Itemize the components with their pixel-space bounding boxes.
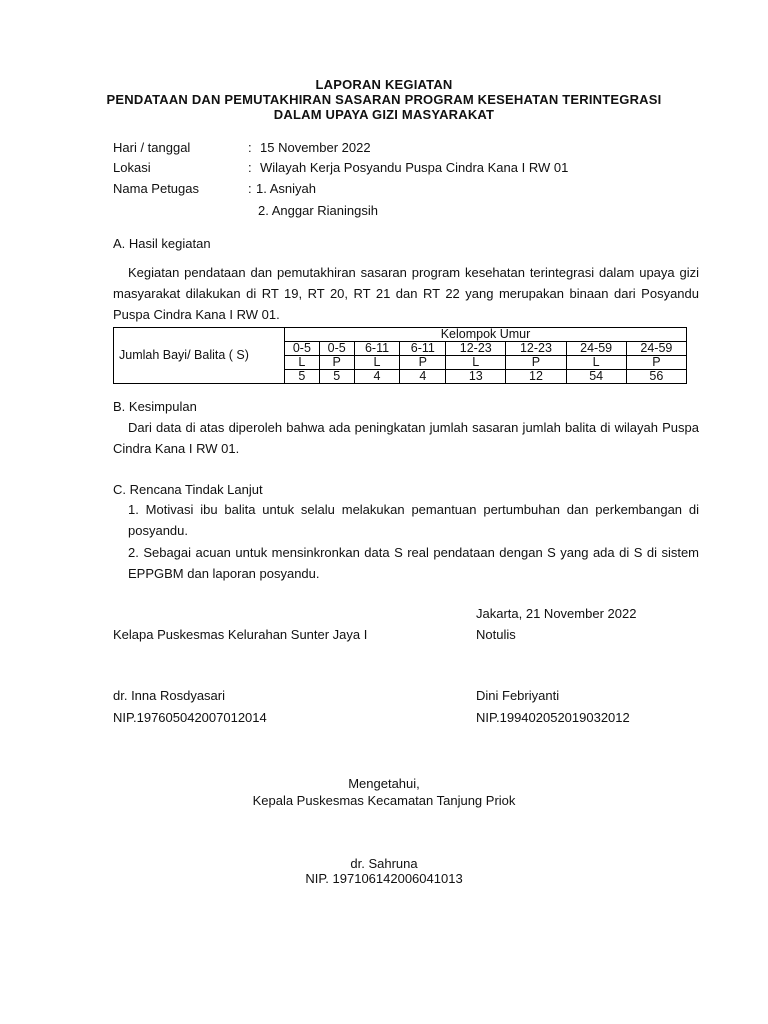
count-cell: 54	[566, 370, 626, 384]
plan-item-1: 1. Motivasi ibu balita untuk selalu melakukan pemantuan pertumbuhan dan perkembangan di posyandu.	[128, 502, 699, 538]
sex-cell: L	[566, 356, 626, 370]
left-signatory-nip: NIP.197605042007012014	[113, 710, 267, 725]
place-date: Jakarta, 21 November 2022	[476, 606, 637, 621]
section-b-paragraph: Dari data di atas diperoleh bahwa ada peningkatan jumlah sasaran jumlah balita di wilayah Puspa Cindra Kana I RW 01.	[113, 420, 699, 456]
head-nip: NIP. 197106142006041013	[305, 871, 463, 886]
sex-cell: P	[626, 356, 686, 370]
right-signatory-name: Dini Febriyanti	[476, 688, 560, 703]
age-cell: 0-5	[319, 342, 354, 356]
section-b-heading: B. Kesimpulan	[113, 399, 197, 414]
right-signatory-title: Notulis	[476, 627, 516, 642]
report-title: LAPORAN KEGIATAN	[315, 77, 453, 92]
sex-cell: L	[446, 356, 506, 370]
sex-cell: L	[285, 356, 320, 370]
age-cell: 6-11	[354, 342, 400, 356]
age-cell: 0-5	[285, 342, 320, 356]
report-subtitle: PENDATAAN DAN PEMUTAKHIRAN SASARAN PROGRAM KESEHATAN TERINTEGRASI	[106, 92, 662, 107]
age-cell: 12-23	[446, 342, 506, 356]
location-label: Lokasi	[113, 160, 151, 175]
section-c-item-1	[113, 499, 699, 541]
count-cell: 5	[319, 370, 354, 384]
section-c-item-2	[113, 542, 699, 584]
count-cell: 4	[354, 370, 400, 384]
right-signatory-nip: NIP.199402052019032012	[476, 710, 630, 725]
date-colon: :	[248, 140, 252, 155]
sex-cell: P	[506, 356, 566, 370]
plan-item-2: 2. Sebagai acuan untuk mensinkronkan data S real pendataan dengan S yang ada di S di sistem EPPGBM dan laporan posyandu.	[128, 545, 699, 581]
left-signatory-name: dr. Inna Rosdyasari	[113, 688, 226, 703]
sex-cell: L	[354, 356, 400, 370]
count-cell: 5	[285, 370, 320, 384]
count-cell: 12	[506, 370, 566, 384]
officer-colon: :	[248, 181, 252, 196]
report-subtitle-2: DALAM UPAYA GIZI MASYARAKAT	[273, 107, 495, 122]
age-cell: 12-23	[506, 342, 566, 356]
age-cell: 24-59	[626, 342, 686, 356]
age-group-table	[113, 327, 687, 384]
count-cell: 56	[626, 370, 686, 384]
left-signatory-title: Kelapa Puskesmas Kelurahan Sunter Jaya I	[113, 627, 368, 642]
sex-cell: P	[400, 356, 446, 370]
section-a-paragraph: Kegiatan pendataan dan pemutakhiran sasaran program kesehatan terintegrasi dalam upaya gizi masyarakat dilakukan di RT 19, RT 20, RT 21 dan RT 22 yang merupakan binaan dari Posyandu Puspa Cindra Kana I RW 01.	[113, 265, 699, 322]
count-cell: 13	[446, 370, 506, 384]
officer-label: Nama Petugas	[113, 181, 199, 196]
age-cell: 24-59	[566, 342, 626, 356]
count-cell: 4	[400, 370, 446, 384]
acknowledgement: Mengetahui,	[348, 776, 420, 791]
date-label: Hari / tanggal	[113, 140, 191, 155]
sex-cell: P	[319, 356, 354, 370]
officer-1: 1. Asniyah	[256, 181, 316, 196]
section-a-heading: A. Hasil kegiatan	[113, 236, 211, 251]
section-c-heading: C. Rencana Tindak Lanjut	[113, 482, 263, 497]
location-colon: :	[248, 160, 252, 175]
age-group-header: Kelompok Umur	[285, 328, 687, 342]
officer-2: 2. Anggar Rianingsih	[258, 203, 378, 218]
head-name: dr. Sahruna	[350, 856, 418, 871]
location-value: Wilayah Kerja Posyandu Puspa Cindra Kana I RW 01	[260, 160, 569, 175]
date-value: 15 November 2022	[260, 140, 371, 155]
head-title: Kepala Puskesmas Kecamatan Tanjung Priok	[252, 793, 516, 808]
table-row-label: Jumlah Bayi/ Balita ( S)	[114, 328, 285, 384]
age-cell: 6-11	[400, 342, 446, 356]
